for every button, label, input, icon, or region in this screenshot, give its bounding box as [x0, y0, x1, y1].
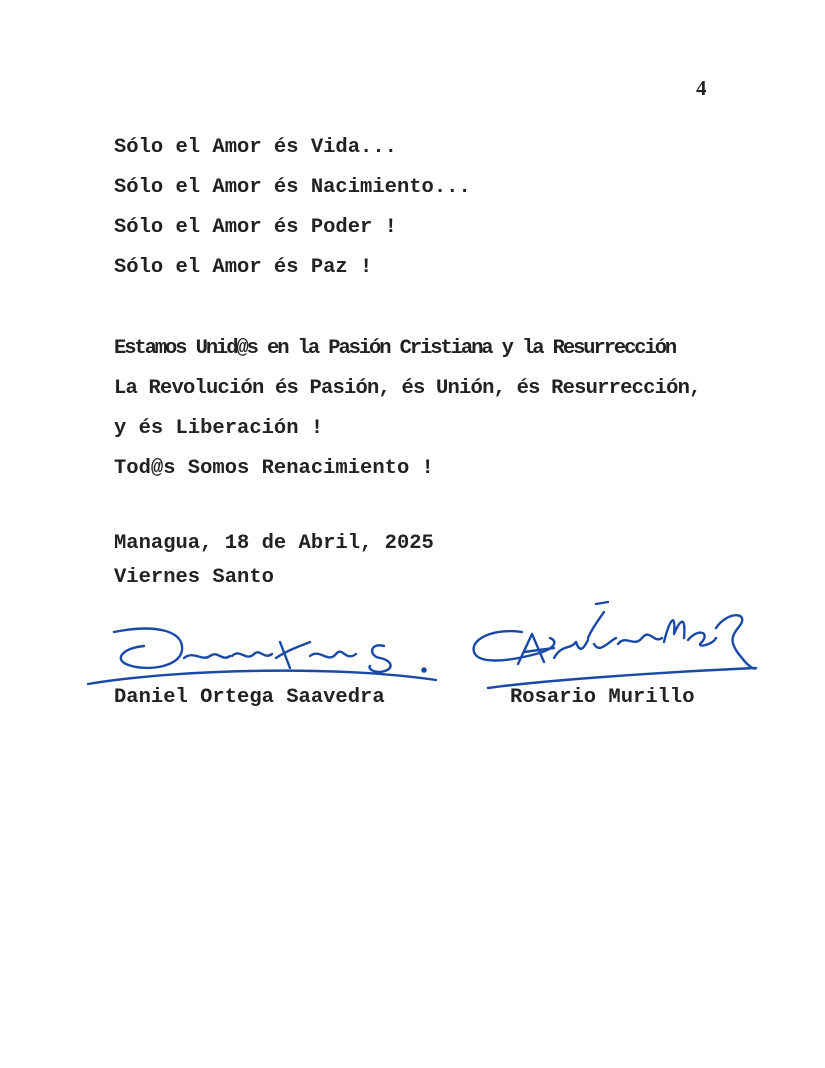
verse-line: Tod@s Somos Renacimiento ! [114, 457, 434, 480]
signature-rosario-murillo [466, 598, 766, 698]
verse-line: Sólo el Amor és Poder ! [114, 216, 397, 239]
verse-line: La Revolución és Pasión, és Unión, és Resurrección, [114, 377, 701, 400]
place-date: Managua, 18 de Abril, 2025 [114, 532, 434, 555]
verse-line: y és Liberación ! [114, 417, 324, 440]
day-label: Viernes Santo [114, 566, 274, 589]
signature-daniel-ortega [84, 612, 444, 692]
verse-line: Sólo el Amor és Nacimiento... [114, 176, 471, 199]
verse-line: Sólo el Amor és Paz ! [114, 256, 373, 279]
verse-line: Sólo el Amor és Vida... [114, 136, 397, 159]
verse-line: Estamos Unid@s en la Pasión Cristiana y la Resurrección [114, 337, 676, 360]
signer-name: Daniel Ortega Saavedra [114, 686, 385, 709]
signer-name: Rosario Murillo [510, 686, 695, 709]
page-number: 4 [696, 76, 707, 100]
